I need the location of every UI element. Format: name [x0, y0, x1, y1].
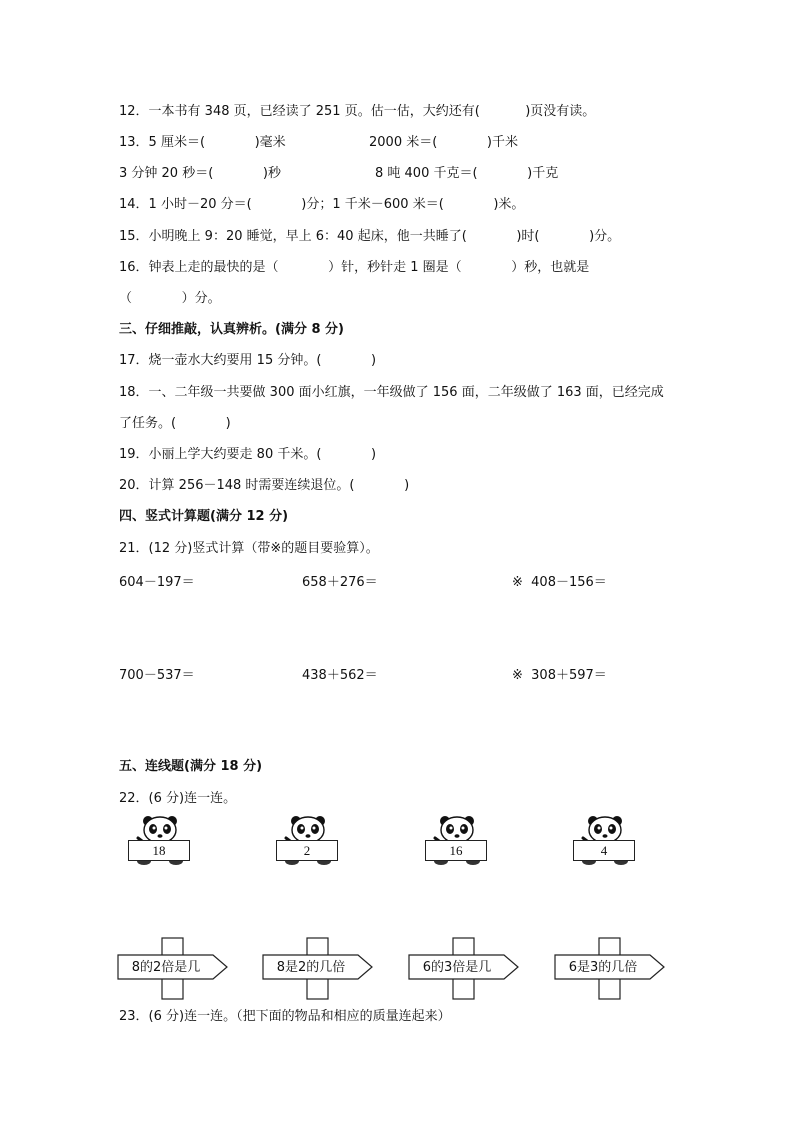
section-4-heading: 四、竖式计算题(满分 12 分) — [119, 509, 289, 524]
panda-card[interactable] — [573, 816, 635, 866]
calc-item: ※ 308＋597＝ — [512, 668, 607, 683]
question-12: 12．一本书有 348 页，已经读了 251 页。估一估，大约还有( )页没有读。 — [119, 104, 596, 119]
question-13-part-d: 8 吨 400 千克＝( )千克 — [375, 166, 559, 181]
question-22: 22．(6 分)连一连。 — [119, 791, 237, 806]
question-13-part-c: 3 分钟 20 秒＝( )秒 — [119, 166, 281, 181]
calc-item: 700－537＝ — [119, 668, 195, 683]
arrow-sign[interactable] — [554, 937, 666, 1001]
question-21: 21．(12 分)竖式计算（带※的题目要验算）。 — [119, 541, 379, 556]
arrow-sign[interactable] — [262, 937, 374, 1001]
panda-card[interactable] — [128, 816, 190, 866]
question-13-part-b: 2000 米＝( )千米 — [369, 135, 518, 150]
question-17: 17．烧一壶水大约要用 15 分钟。( ) — [119, 353, 377, 368]
panda-number: 4 — [573, 840, 635, 861]
calc-item: 438＋562＝ — [302, 668, 378, 683]
sign-label: 8的2倍是几 — [131, 960, 201, 975]
sign-label: 8是2的几倍 — [276, 960, 346, 975]
question-18-line-2: 了任务。( ) — [119, 416, 231, 431]
calc-item: 604－197＝ — [119, 575, 195, 590]
panda-number: 2 — [276, 840, 338, 861]
arrow-sign[interactable] — [408, 937, 520, 1001]
section-5-heading: 五、连线题(满分 18 分) — [119, 759, 263, 774]
question-16-line-2: （ ）分。 — [119, 291, 221, 306]
sign-label: 6的3倍是几 — [422, 960, 492, 975]
calc-item: ※ 408－156＝ — [512, 575, 607, 590]
arrow-sign[interactable] — [117, 937, 229, 1001]
question-13-part-a: 13．5 厘米＝( )毫米 — [119, 135, 286, 150]
panda-number: 18 — [128, 840, 190, 861]
question-15: 15．小明晚上 9：20 睡觉，早上 6：40 起床，他一共睡了( )时( )分。 — [119, 229, 621, 244]
question-19: 19．小丽上学大约要走 80 千米。( ) — [119, 447, 377, 462]
panda-card[interactable] — [276, 816, 338, 866]
question-14: 14．1 小时－20 分＝( )分；1 千米－600 米＝( )米。 — [119, 197, 525, 212]
sign-label: 6是3的几倍 — [568, 960, 638, 975]
panda-number: 16 — [425, 840, 487, 861]
question-20: 20．计算 256－148 时需要连续退位。( ) — [119, 478, 410, 493]
section-3-heading: 三、仔细推敲，认真辨析。(满分 8 分) — [119, 322, 344, 337]
calc-item: 658＋276＝ — [302, 575, 378, 590]
question-16-line-1: 16．钟表上走的最快的是（ ）针，秒针走 1 圈是（ ）秒，也就是 — [119, 260, 590, 275]
question-23: 23．(6 分)连一连。（把下面的物品和相应的质量连起来） — [119, 1009, 451, 1024]
panda-card[interactable] — [425, 816, 487, 866]
question-18-line-1: 18．一、二年级一共要做 300 面小红旗，一年级做了 156 面，二年级做了 163 面，已经完成 — [119, 385, 664, 400]
